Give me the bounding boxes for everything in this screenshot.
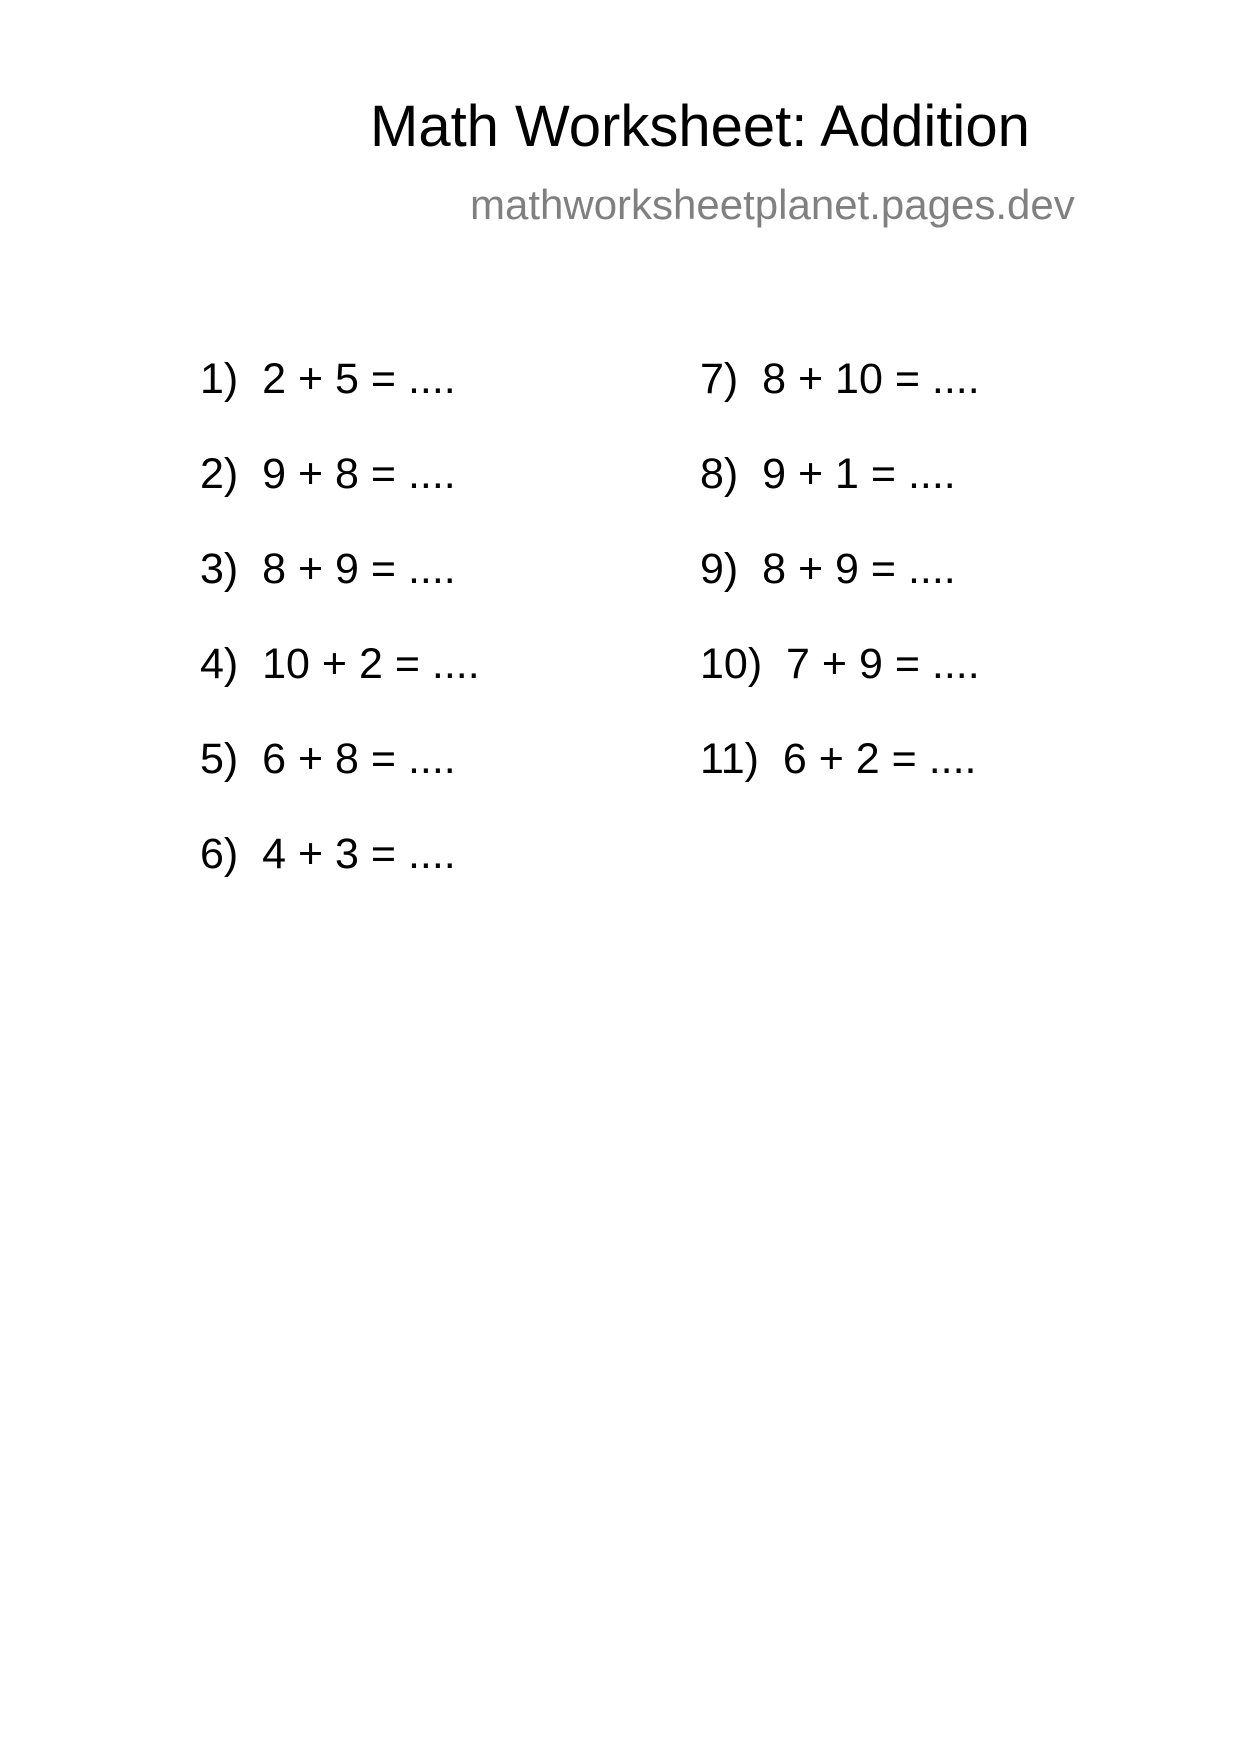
problem-item: 8) 9 + 1 = .... [700, 450, 956, 498]
problem-item: 10) 7 + 9 = .... [700, 640, 980, 688]
problem-item: 7) 8 + 10 = .... [700, 355, 980, 403]
worksheet-title: Math Worksheet: Addition [370, 94, 1030, 159]
problem-item: 3) 8 + 9 = .... [200, 545, 456, 593]
problem-item: 2) 9 + 8 = .... [200, 450, 456, 498]
problem-item: 11) 6 + 2 = .... [700, 735, 977, 783]
source-website: mathworksheetplanet.pages.dev [470, 181, 1075, 228]
problem-item: 6) 4 + 3 = .... [200, 830, 456, 878]
problem-item: 4) 10 + 2 = .... [200, 640, 480, 688]
problem-item: 1) 2 + 5 = .... [200, 355, 456, 403]
problem-item: 5) 6 + 8 = .... [200, 735, 456, 783]
problem-item: 9) 8 + 9 = .... [700, 545, 956, 593]
